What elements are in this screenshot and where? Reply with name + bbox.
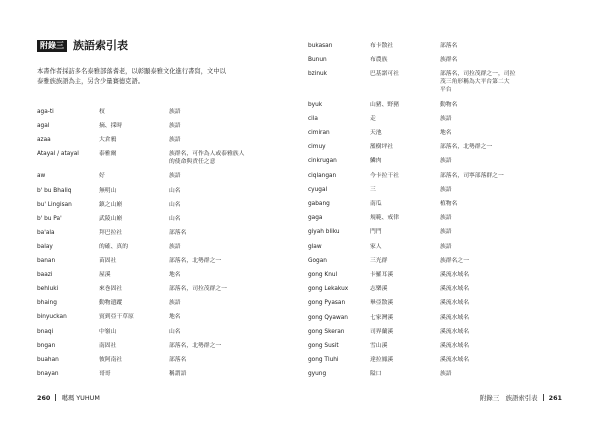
entry-term: gong Lekakux [308,286,349,293]
entry-note: 植物名 [440,201,458,207]
entry-note: 族語 [440,158,452,165]
entry-chinese: 摘、採時 [99,123,123,130]
entry-note: 族語 [440,371,452,378]
entry-term: banan [37,258,56,264]
entry-term: buahan [37,356,59,363]
entry-term: aga-ti [37,109,54,115]
entry-chinese: 動物遺蹤 [99,300,123,307]
entry-chinese: 三光群 [370,257,388,264]
entry-term: gong Pyasan [308,300,346,307]
appendix-tag: 附錄三 [37,40,67,52]
entry-term: agal [37,123,50,130]
entry-term: gong Skeran [308,328,345,335]
entry-term: gong Qyawan [308,314,348,321]
appendix-title: 族語索引表 [73,39,128,52]
intro-line: 本書作者採訪多名泰雅部落耆老，以彰顯泰雅文化進行書寫，文中以 [37,68,226,75]
entry-chinese: 賓到亞干草原 [99,314,134,321]
entry-chinese: 濫樹坪社 [370,144,394,151]
entry-note: 山名 [169,215,181,222]
entry-term: ciqlangan [308,172,337,179]
book-title: 噶瑪 YUHUM [61,394,100,402]
entry-note: 溪流水域名 [440,314,469,321]
section-title: 附錄三 族語索引表 [480,394,538,402]
entry-chinese: 南瓜 [370,201,382,207]
entry-chinese: 鎮之山巔 [99,201,123,208]
entry-chinese: 走 [370,115,376,122]
entry-note: 部落名 [169,229,187,236]
entry-note: 地名 [169,272,181,279]
entry-chinese: 三 [370,186,376,193]
entry-note: 族語 [440,229,452,236]
entry-chinese: 隘口 [370,371,382,378]
entry-note: 平台 [440,87,452,94]
entry-chinese: 巴基諾可社 [370,71,399,78]
entry-note: 溪流水域名 [440,300,469,307]
entry-chinese: 鱗肉 [370,158,382,165]
footer-left [37,393,100,402]
entry-chinese: 武陵山巔 [99,215,123,222]
entry-term: Bunun [308,57,327,64]
entry-note: 茂三角形稱為大平台第二大 [440,79,510,86]
entry-term: gabang [308,201,330,207]
entry-term: Gogan [308,257,327,264]
entry-term: cinkrugan [308,158,337,165]
entry-note: 地名 [169,314,181,321]
entry-term: bu' Lingisan [37,201,72,208]
entry-term: glaw [308,243,322,250]
entry-term: b' bu Bhaliq [37,187,72,194]
entry-chinese: 南固社 [99,342,117,349]
entry-note: 溪流水域名 [440,357,469,364]
entry-chinese: 司界蘭溪 [370,328,394,335]
entry-chinese: 雪山溪 [370,343,388,349]
entry-note: 族語 [169,173,181,180]
entry-note: 族群名，可作為人或泰雅族人 [169,151,245,158]
entry-term: behluki [37,286,59,293]
entry-term: gong Tluhi [308,357,339,364]
entry-term: bzinuk [308,71,328,78]
entry-term: gong Knul [308,272,338,278]
entry-note: 族語 [440,215,452,222]
entry-term: bnaqi [37,328,54,335]
entry-note: 族語 [169,300,181,307]
entry-chinese: 今卡拉干社 [370,172,399,179]
entry-note: 族語 [169,243,181,250]
entry-term: bukasan [308,43,333,49]
entry-chinese: 達拉鳳溪 [370,357,394,364]
entry-term: ba'ala [37,229,55,236]
entry-note: 山名 [169,328,181,335]
entry-term: binyuckan [37,314,67,321]
entry-term: bnayan [37,370,59,377]
entry-note: 山名 [169,201,181,208]
entry-chinese: 來巻固社 [99,286,123,293]
entry-term: bngan [37,342,56,349]
entry-term: Atayal / atayal [37,151,79,158]
entry-note: 部落名，司拉茂群之一，司拉 [440,71,516,78]
entry-term: cimuy [308,144,326,151]
entry-chinese: 規範、戒律 [370,215,399,222]
entry-chinese: 的確、真的 [99,243,128,250]
entry-note: 稱謂語 [169,370,187,377]
entry-term: gyung [308,371,327,378]
entry-chinese: 屋溪 [99,272,111,279]
entry-chinese: 布農族 [370,57,388,64]
index-list-right [300,0,600,426]
entry-term: azaa [37,137,51,144]
entry-note: 部落名，司拉茂群之一 [169,286,227,293]
entry-note: 族語 [169,137,181,144]
footer-right [480,393,562,402]
entry-note: 族語 [169,123,181,130]
entry-term: gaga [308,215,323,222]
entry-note: 山名 [169,187,181,194]
entry-term: giyah bliku [308,229,340,236]
entry-note: 部落名，司寧部落群之一 [440,172,504,179]
entry-note: 族語 [440,243,452,250]
entry-term: bhaing [37,300,57,307]
footer-divider [543,394,544,401]
entry-note: 族群名 [440,57,458,64]
page-number: 261 [548,394,562,402]
entry-note: 部落名，北勢群之一 [440,144,493,151]
entry-chinese: 卡羅耳溪 [370,272,394,278]
entry-chinese: 志樂溪 [370,286,388,293]
entry-note: 地名 [440,130,452,136]
entry-chinese: 彼阿南社 [99,356,123,363]
right-page [300,0,600,426]
entry-note: 族語 [440,186,452,193]
entry-note: 的使命與責任之意 [169,159,216,166]
page-number: 260 [37,394,51,402]
entry-term: cimiran [308,130,330,136]
entry-term: aw [37,173,46,180]
entry-chinese: 苗固社 [99,258,117,264]
entry-chinese: 拜巴拉社 [99,229,123,236]
entry-note: 溪流水域名 [440,343,469,349]
entry-note: 溪流水域名 [440,286,469,293]
entry-chinese: 杈 [99,109,105,115]
entry-chinese: 家人 [370,243,382,250]
entry-note: 溪流水域名 [440,272,469,278]
entry-chinese: 天池 [370,130,382,136]
entry-chinese: 畢亞散溪 [370,300,394,307]
entry-chinese: 七家灣溪 [370,314,394,321]
entry-chinese: 中嶺山 [99,328,117,335]
entry-term: byuk [308,101,323,108]
entry-chinese: 哥哥 [99,370,111,377]
entry-term: cyugal [308,186,328,193]
entry-term: cila [308,115,318,122]
entry-chinese: 山豬、野豬 [370,101,399,108]
entry-chinese: 泰雅爾 [99,151,117,158]
entry-term: balay [37,243,53,250]
entry-term: b' bu Pa' [37,215,62,222]
entry-note: 族語 [440,115,452,122]
entry-chinese: 好 [99,173,105,180]
entry-chinese: 大倉鴉 [99,137,117,144]
entry-term: gong Susit [308,343,339,349]
footer-divider [55,394,56,401]
entry-note: 族語 [169,109,181,115]
entry-note: 溪流水域名 [440,328,469,335]
intro-line: 泰雅族族語為主，另含少量賽德克語。 [37,78,145,85]
entry-chinese: 無明山 [99,187,117,194]
entry-chinese: 布卡散社 [370,43,394,49]
entry-chinese: 門門 [370,229,382,236]
entry-note: 族群名之一 [440,257,469,264]
entry-note: 部落名 [169,356,187,363]
entry-term: baazi [37,272,53,279]
entry-note: 部落名 [440,43,458,49]
entry-note: 部落名，北勢群之一 [169,258,222,264]
entry-note: 動物名 [440,101,458,108]
entry-note: 部落名，北勢群之一 [169,342,222,349]
